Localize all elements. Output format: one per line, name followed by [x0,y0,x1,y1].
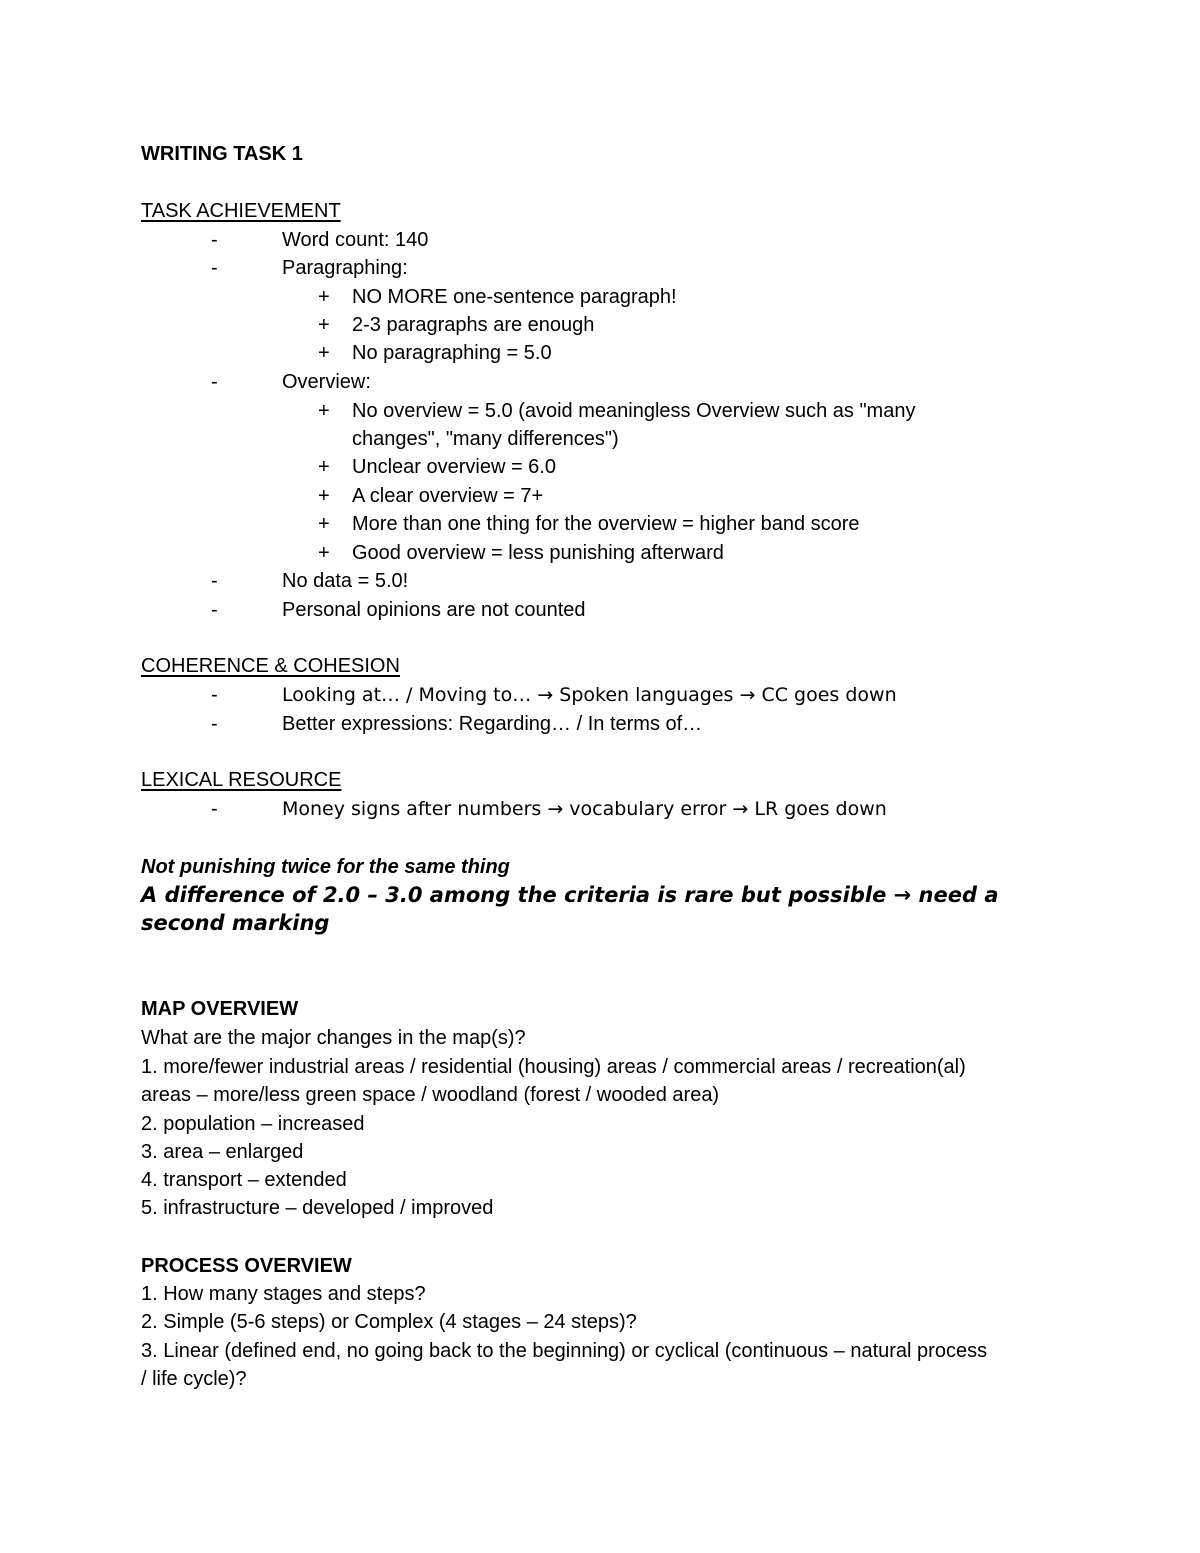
overview-item: Overview: [282,371,371,393]
coherence-item: Looking at… / Moving to… → Spoken languages → CC goes down [282,684,897,706]
dash-bullet: - [211,798,218,820]
process-overview-item-continued: / life cycle)? [141,1368,247,1390]
note-line-emphasis-continued: second marking [141,911,330,935]
plus-bullet: + [318,342,330,364]
note-line: Not punishing twice for the same thing [141,856,510,878]
note-line-emphasis: A difference of 2.0 – 3.0 among the criteria is rare but possible → need a [141,883,999,907]
word-count-item: Word count: 140 [282,229,429,251]
document-title: WRITING TASK 1 [141,143,303,165]
section-heading-coherence: COHERENCE & COHESION [141,655,400,677]
section-heading-task-achievement: TASK ACHIEVEMENT [141,200,341,222]
plus-bullet: + [318,485,330,507]
map-overview-item: 5. infrastructure – developed / improved [141,1197,494,1219]
no-data-item: No data = 5.0! [282,570,409,592]
paragraphing-subitem: NO MORE one-sentence paragraph! [352,286,677,308]
dash-bullet: - [211,599,218,621]
dash-bullet: - [211,371,218,393]
overview-subitem: Unclear overview = 6.0 [352,456,556,478]
paragraphing-item: Paragraphing: [282,257,408,279]
process-overview-item: 2. Simple (5-6 steps) or Complex (4 stages – 24 steps)? [141,1311,637,1333]
plus-bullet: + [318,286,330,308]
process-overview-item: 1. How many stages and steps? [141,1283,426,1305]
process-overview-item: 3. Linear (defined end, no going back to the beginning) or cyclical (continuous – natural process [141,1340,988,1362]
map-overview-question: What are the major changes in the map(s)? [141,1027,526,1049]
paragraphing-subitem: 2-3 paragraphs are enough [352,314,595,336]
overview-subitem: More than one thing for the overview = higher band score [352,513,860,535]
overview-subitem: No overview = 5.0 (avoid meaningless Overview such as "many [352,400,916,422]
plus-bullet: + [318,400,330,422]
section-heading-process-overview: PROCESS OVERVIEW [141,1255,352,1277]
map-overview-item: 4. transport – extended [141,1169,347,1191]
map-overview-item: 2. population – increased [141,1113,365,1135]
dash-bullet: - [211,229,218,251]
section-heading-lexical: LEXICAL RESOURCE [141,769,342,791]
map-overview-item: 3. area – enlarged [141,1141,304,1163]
section-heading-map-overview: MAP OVERVIEW [141,998,299,1020]
dash-bullet: - [211,570,218,592]
dash-bullet: - [211,257,218,279]
paragraphing-subitem: No paragraphing = 5.0 [352,342,552,364]
plus-bullet: + [318,513,330,535]
map-overview-item-continued: areas – more/less green space / woodland (forest / wooded area) [141,1084,720,1106]
plus-bullet: + [318,314,330,336]
map-overview-item: 1. more/fewer industrial areas / residential (housing) areas / commercial areas / recreation(al) [141,1056,966,1078]
dash-bullet: - [211,713,218,735]
personal-opinions-item: Personal opinions are not counted [282,599,586,621]
coherence-item: Better expressions: Regarding… / In terms of… [282,713,703,735]
lexical-item: Money signs after numbers → vocabulary error → LR goes down [282,798,887,820]
dash-bullet: - [211,684,218,706]
overview-subitem: Good overview = less punishing afterward [352,542,724,564]
plus-bullet: + [318,542,330,564]
overview-subitem-continued: changes", "many differences") [352,428,619,450]
plus-bullet: + [318,456,330,478]
overview-subitem: A clear overview = 7+ [352,485,544,507]
